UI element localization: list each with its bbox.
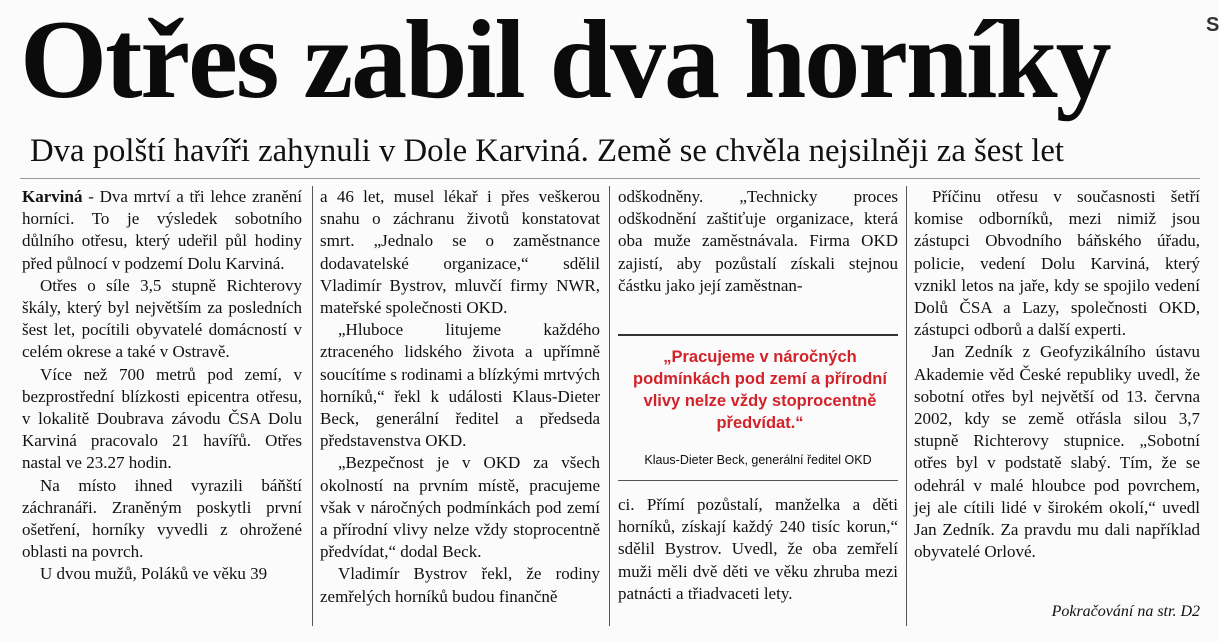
article-column-3-bottom — [618, 494, 898, 605]
column-divider-1 — [312, 186, 313, 626]
paragraph: ci. Přímí pozůstalí, manželka a děti horníků, získají každý 240 tisíc korun,“ sdělil Bystrov. Uvedl, že oba zemřelí muži měli dvě děti ve věku zhruba mezi patnácti a třiadvaceti lety. — [618, 495, 898, 603]
article-column-1 — [22, 186, 302, 586]
subheadline-rule — [20, 178, 1200, 179]
paragraph: Na místo ihned vyrazili báňští záchranáři. Zraněným poskytli první ošetření, horníky vyvedli z ohrožené oblasti na povrch. — [22, 475, 302, 562]
article-column-3-top — [618, 186, 898, 297]
pullquote: „Pracujeme v náročných podmínkách pod zemí a přírodní vlivy nelze vždy stoprocentně předvídat.“ — [633, 348, 887, 432]
headline: Otřes zabil dva horníky — [20, 0, 1110, 122]
paragraph: a 46 let, musel lékař i přes veškerou snahu o záchranu životů konstatovat smrt. „Jednalo se o zaměstnance dodavatelské organizace,“ sdělil Vladimír Bystrov, mluvčí firmy NWR, mateřské společnosti OKD. — [320, 187, 600, 318]
article-column-2 — [320, 186, 600, 608]
paragraph: Příčinu otřesu v současnosti šetří komise odborníků, mezi nimiž jsou zástupci Obvodního báňského úřadu, policie, vedení Dolu Karviná, který vznikl letos na jaře, kdy se spojilo vedení Dolů ČSA a Lazy, společnosti OKD, zástupci odborů a další experti. — [914, 187, 1200, 340]
pullquote-attribution: Klaus-Dieter Beck, generální ředitel OKD — [644, 453, 872, 467]
article-column-4 — [914, 186, 1200, 563]
paragraph: U dvou mužů, Poláků ve věku 39 — [40, 564, 268, 584]
pullquote-bottom-rule — [618, 480, 898, 481]
adjacent-article-fragment: S — [1206, 14, 1219, 36]
dateline: Karviná — [22, 187, 83, 206]
paragraph: Více než 700 metrů pod zemí, v bezprostřední blízkosti epicentra otřesu, v lokalitě Doubrava závodu ČSA Dolu Karviná pracovalo 21 havířů. Otřes nastal ve 23.27 hodin. — [22, 364, 302, 473]
paragraph: „Hluboce litujeme každého ztraceného lidského života a upřímně soucítíme s rodinami a blízkými mrtvých horníků,“ řekl k události Klaus-Dieter Beck, generální ředitel a předseda představenstva OKD. — [320, 320, 600, 451]
pullquote-top-rule — [618, 334, 898, 336]
continuation-note: Pokračování na str. D2 — [1051, 603, 1200, 620]
column-divider-3 — [906, 186, 907, 626]
paragraph: Vladimír Bystrov řekl, že rodiny zemřelých horníků budou finančně — [320, 564, 600, 606]
paragraph: Karviná - Dva mrtví a tři lehce zranění horníci. To je výsledek sobotního důlního otřesu, který udeřil půl hodiny před půlnocí v podzemí Dolu Karviná. — [22, 187, 302, 273]
paragraph: Otřes o síle 3,5 stupně Richterovy škály, který byl největším za posledních šest let, pocítili obyvatelé domácností v celém okrese a také v Ostravě. — [22, 275, 302, 362]
paragraph: Jan Zedník z Geofyzikálního ústavu Akademie věd České republiky uvedl, že sobotní otřes byl největší od 13. června 2002, kdy se země otřásla silou 3,7 stupně Richterovy stupnice. „Sobotní otřes byl v podstatě slabý. Tím, že se odehrál v malé hloubce pod povrchem, jej ale cítili lidé v širokém okolí,“ uvedl Jan Zedník. Za pravdu mu dali například obyvatelé Orlové. — [914, 342, 1200, 562]
paragraph: odškodněny. „Technicky proces odškodnění zaštiťuje organizace, která oba muže zaměstnávala. Firma OKD zajistí, aby pozůstalí získali stejnou částku jako její zaměstnan- — [618, 187, 898, 295]
column-divider-2 — [609, 186, 610, 626]
paragraph: „Bezpečnost je v OKD za všech okolností na prvním místě, pracujeme však v náročných podmínkách pod zemí a přírodní vlivy nelze vždy stoprocentně předvídat,“ dodal Beck. — [320, 453, 600, 562]
subheadline: Dva polští havíři zahynuli v Dole Karviná. Země se chvěla nejsilněji za šest let — [30, 133, 1065, 169]
